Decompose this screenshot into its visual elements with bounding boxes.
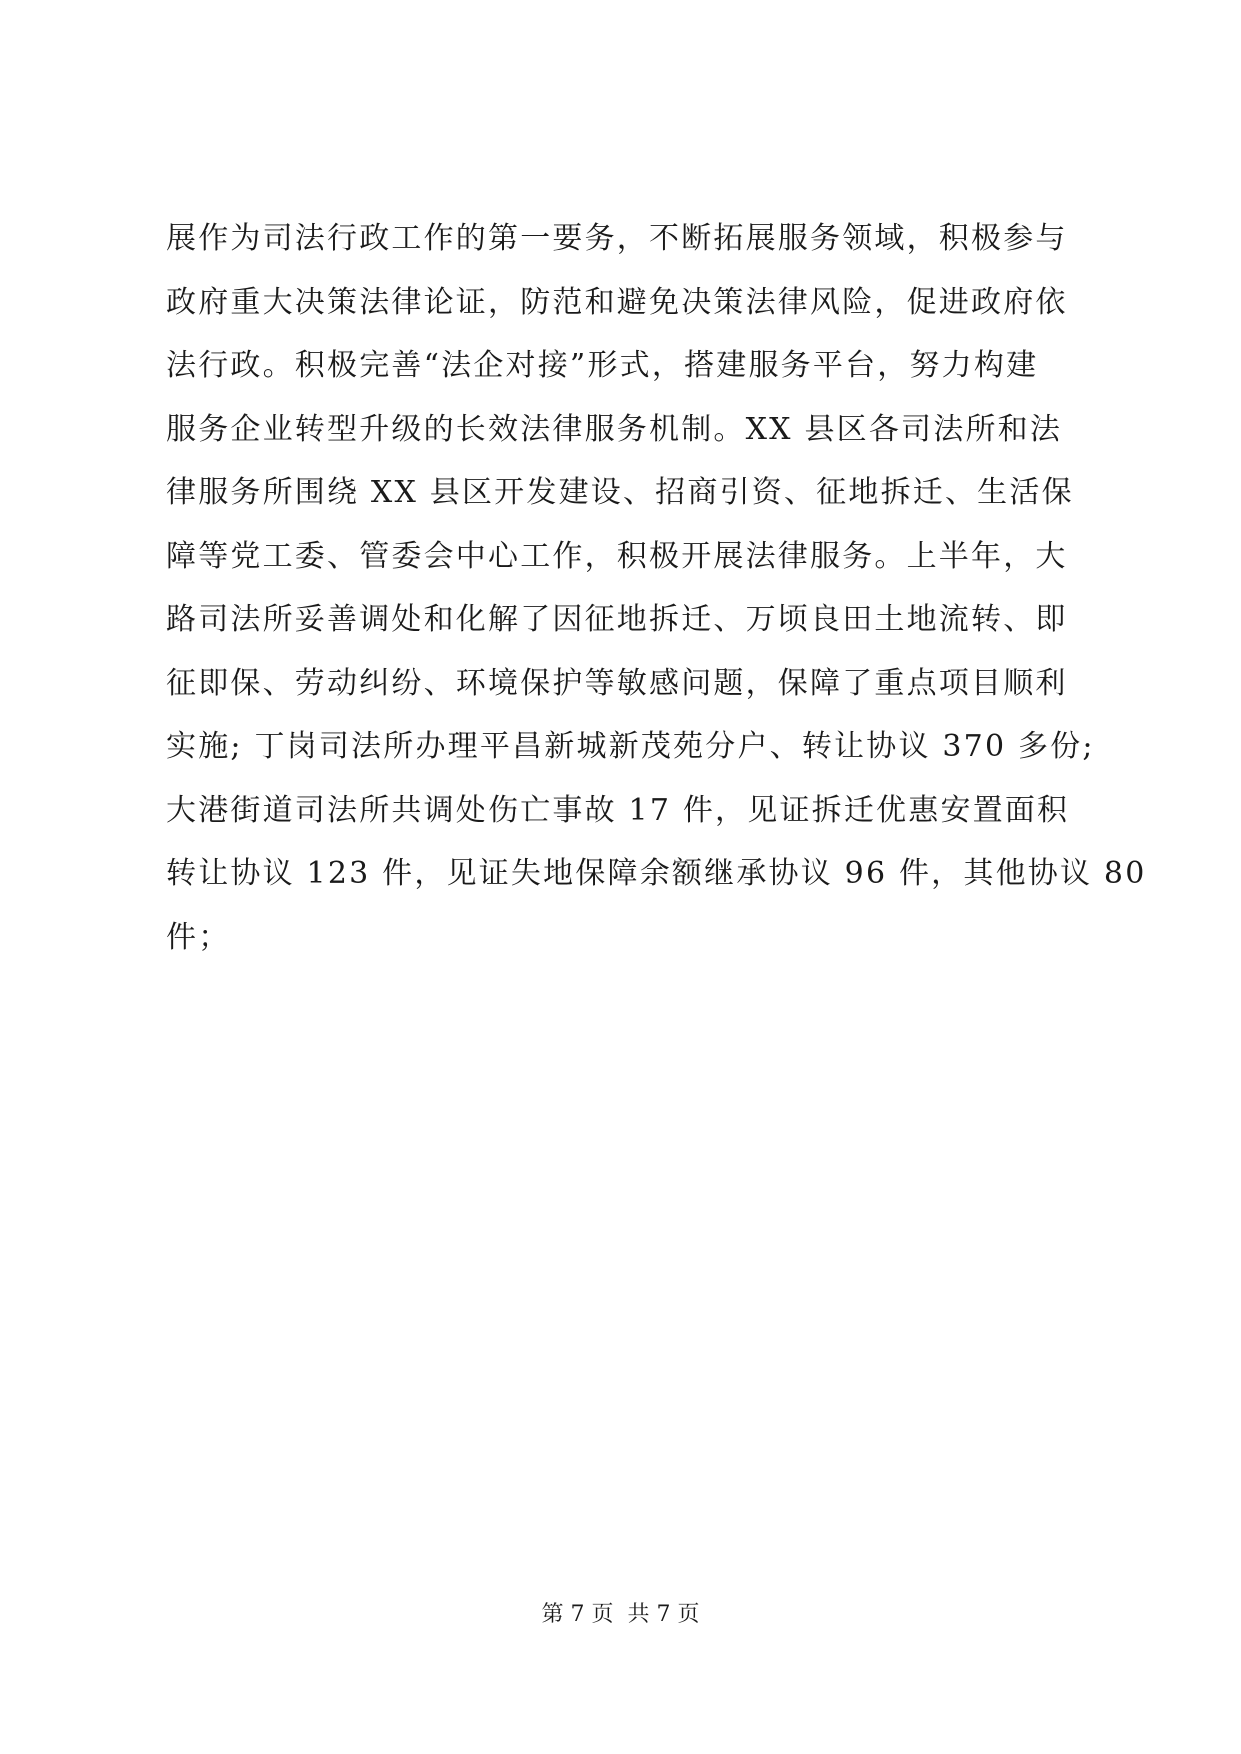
- text-line: 大港街道司法所共调处伤亡事故 17 件，见证拆迁优惠安置面积: [166, 792, 1070, 828]
- text-line: 征即保、劳动纠纷、环境保护等敏感问题，保障了重点项目顺利: [166, 665, 1068, 701]
- page-number-footer: 第 7 页 共 7 页: [541, 1602, 700, 1627]
- body-paragraph: [166, 207, 1147, 969]
- text-line: 服务企业转型升级的长效法律服务机制。XX 县区各司法所和法: [166, 411, 1063, 447]
- text-line: 转让协议 123 件，见证失地保障余额继承协议 96 件，其他协议 80: [166, 856, 1147, 891]
- text-line: 律服务所围绕 XX 县区开发建设、招商引资、征地拆迁、生活保: [166, 475, 1074, 510]
- text-line: 展作为司法行政工作的第一要务，不断拓展服务领域，积极参与: [166, 221, 1068, 256]
- text-line: 政府重大决策法律论证，防范和避免决策法律风险，促进政府依: [166, 284, 1068, 320]
- text-line: 实施; 丁岗司法所办理平昌新城新茂苑分户、转让协议 370 多份;: [166, 729, 1095, 764]
- text-line: 路司法所妥善调处和化解了因征地拆迁、万顷良田土地流转、即: [166, 602, 1068, 637]
- text-line: 法行政。积极完善“法企对接”形式，搭建服务平台，努力构建: [166, 348, 1039, 383]
- text-line: 件；: [166, 919, 231, 955]
- text-line: 障等党工委、管委会中心工作，积极开展法律服务。上半年，大: [166, 538, 1068, 574]
